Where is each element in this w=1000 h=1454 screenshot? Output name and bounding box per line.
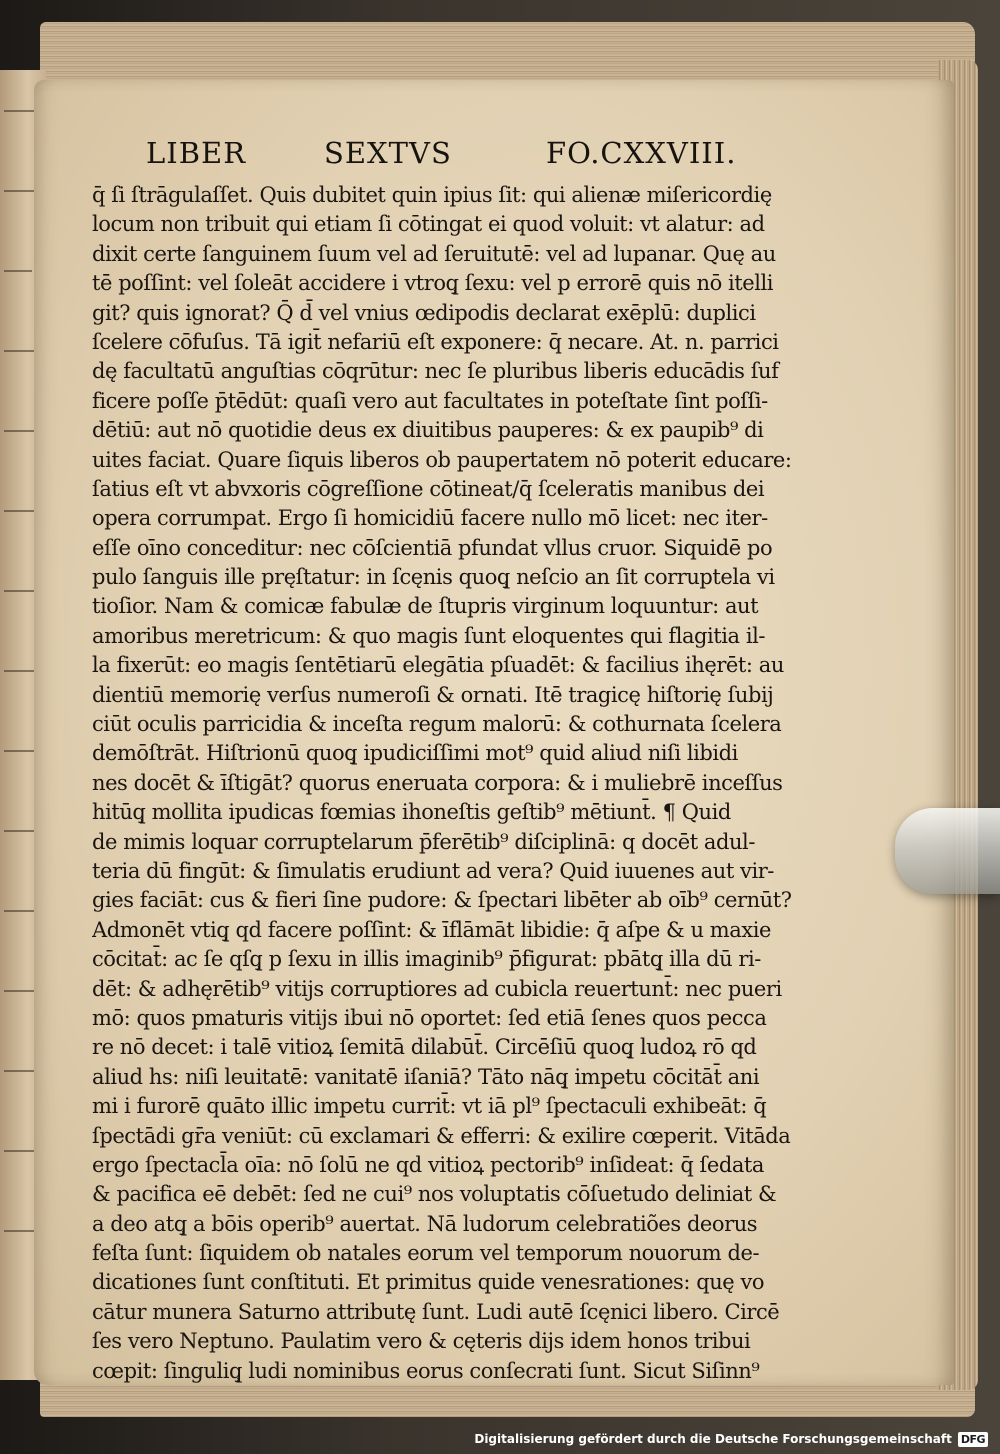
digitization-credit — [474, 1428, 988, 1450]
text-line: teria dū fingūt: & ſimulatis erudiunt ad vera? Quid iuuenes aut vir- — [92, 858, 774, 883]
book-page — [34, 80, 954, 1385]
text-line: cœpit: ſinguliq̧ ludi nominibus eorus conſecrati ſunt. Sicut Siſinn⁹ — [92, 1358, 760, 1383]
text-line: pulo ſanguis ille pręſtatur: in ſcęnis quoq̧ neſcio an ſit corruptela vi — [92, 565, 775, 590]
text-line: gies faciāt: cus & fieri ſine pudore: & ſpectari libēter ab oīb⁹ cernūt? — [92, 888, 792, 913]
text-line: re nō decet: i talē vitioꝝ ſemitā dilabūt̄. Circēſiū quoq̧ ludoꝝ rō qd — [92, 1035, 757, 1060]
sliver-text-line — [4, 830, 34, 832]
text-line: ſatius eſt vt abvxoris cōgreſſione cōtineat/q̄ ſceleratis manibus dei — [92, 476, 765, 501]
text-line: hitūq̧ mollita ipudicas fœmias ihoneſtis geſtib⁹ mētiunt̄. ¶ Quid — [92, 800, 731, 825]
text-line: dicationes ſunt conſtituti. Et primitus quide venesrationes: quę vo — [92, 1270, 765, 1295]
sliver-text-line — [4, 110, 34, 112]
text-line: dientiū memorię verſus numeroſi & ornati. Itē tragicę hiſtorię ſubij — [92, 682, 774, 707]
text-line: ſpectādi gr̄a veniūt: cū exclamari & efferri: & exilire cœperit. Vitāda — [92, 1123, 791, 1148]
folio-number: FO.CXXVIII. — [546, 136, 737, 170]
text-line: tē poſſint: vel ſoleāt accidere i vtroq̧ ſexu: vel p errorē quis nō itelli — [92, 271, 774, 296]
text-line: dēt: & adhęrētib⁹ vitijs corruptiores ad cubicla reuertunt̄: nec pueri — [92, 976, 782, 1001]
header-sextus: SEXTVS — [324, 136, 452, 170]
text-line: aliud hs: niſi leuitatē: vanitatē iſaniā? Tāto nāq̧ impetu cōcitāt̄ ani — [92, 1064, 760, 1089]
sliver-text-line — [4, 990, 36, 992]
sliver-text-line — [4, 1150, 34, 1152]
text-line: demōſtrāt. Hiſtrionū quoq̧ ipudiciſſimi mot⁹ quid aliud niſi libidi — [92, 741, 738, 766]
text-line: tioſior. Nam & comicæ fabulæ de ſtupris virginum loquuntur: aut — [92, 594, 759, 619]
text-line: Admonēt vtiq̧ qd facere poſſint: & īflāmāt libidie: q̄ aſpe & u maxie — [92, 917, 771, 942]
text-line: ergo ſpectacl̄a oīa: nō ſolū ne qd vitioꝝ pectorib⁹ inſideat: q̄ ſedata — [92, 1152, 764, 1177]
running-header — [146, 136, 746, 180]
credit-text: Digitalisierung gefördert durch die Deutsche Forschungsgemeinschaft — [474, 1432, 952, 1446]
text-line: de mimis loquar corruptelarum p̄ferētib⁹ diſciplinā: q docēt adul- — [92, 829, 755, 854]
text-line: dę facultatū anguſtias cōqrūtur: nec ſe pluribus liberis educādis ſuf — [92, 359, 779, 384]
header-liber: LIBER — [146, 136, 247, 170]
text-line: dētiū: aut nō quotidie deus ex diuitibus pauperes: & ex paupib⁹ di — [92, 418, 764, 443]
text-line: dixit certe ſanguinem ſuum vel ad ſeruitutē: vel ad lupanar. Quę au — [92, 241, 776, 266]
text-line: locum non tribuit qui etiam ſi cōtingat ei quod voluit: vt alatur: ad — [92, 212, 765, 237]
sliver-text-line — [4, 1230, 38, 1232]
sliver-text-line — [4, 750, 38, 752]
text-line: la fixerūt: eo magis ſentētiarū elegātia pſuadēt: & facilius ihęrēt: au — [92, 653, 784, 678]
text-line: feſta ſunt: ſiquidem ob natales eorum vel temporum nouorum de- — [92, 1241, 760, 1266]
text-line: q̄ ſi ſtrāgulaſſet. Quis dubitet quin ipius ſit: qui alienæ miſericordię — [92, 183, 772, 207]
body-text — [92, 181, 812, 1386]
sliver-text-line — [4, 430, 36, 432]
text-line: amoribus meretricum: & quo magis ſunt eloquentes qui flagitia il- — [92, 623, 766, 648]
text-line: & pacifica eē debēt: ſed ne cui⁹ nos voluptatis cōſuetudo deliniat & — [92, 1182, 777, 1207]
text-line: mi i furorē quāto illic impetu currit̄: vt iā pl⁹ ſpectaculi exhibeāt: q̄ — [92, 1094, 767, 1119]
text-line: mō: quos pmaturis vitijs ibui nō oportet: ſed etiā ſenes quos pecca — [92, 1005, 767, 1030]
text-line: nes docēt & īſtigāt? quorus eneruata corpora: & i muliebrē inceſſus — [92, 770, 783, 795]
sliver-text-line — [4, 270, 32, 272]
text-line: cōcitat̄: ac ſe qſq̧ p ſexu in illis imaginib⁹ p̄figurat: pbātq̧ illa dū ri- — [92, 947, 761, 972]
sliver-text-line — [4, 590, 34, 592]
dfg-logo: DFG — [958, 1432, 988, 1447]
text-line: opera corrumpat. Ergo ſi homicidiū facere nullo mō licet: nec iter- — [92, 506, 768, 531]
text-line: cātur munera Saturno attributę ſunt. Ludi autē ſcęnici libero. Circē — [92, 1299, 780, 1324]
text-line: ciūt oculis parricidia & inceſta regum malorū: & cothurnata ſcelera — [92, 712, 782, 737]
text-line: ſes vero Neptuno. Paulatim vero & cęteris dijs idem honos tribui — [92, 1329, 751, 1354]
text-line: ficere poſſe p̄tēdūt: quaſi vero aut facultates in poteſtate ſint poſſi- — [92, 388, 768, 413]
text-line: eſſe oīno conceditur: nec cōſcientiā pfundat vllus cruor. Siquidē po — [92, 535, 773, 560]
text-line: ſcelere cōfuſus. Tā igit̄ nefariū eſt exponere: q̄ necare. At. n. parrici — [92, 329, 779, 354]
page-clip — [895, 808, 1000, 894]
text-line: a deo atq̧ a bōis operib⁹ auertat. Nā ludorum celebratiões deorus — [92, 1211, 758, 1236]
text-line: uites faciat. Quare ſiquis liberos ob paupertatem nō poterit educare: — [92, 447, 792, 472]
text-line: git? quis ignorat? Q̄ d̄ vel vnius œdipodis declarat exēplū: duplici — [92, 300, 756, 325]
